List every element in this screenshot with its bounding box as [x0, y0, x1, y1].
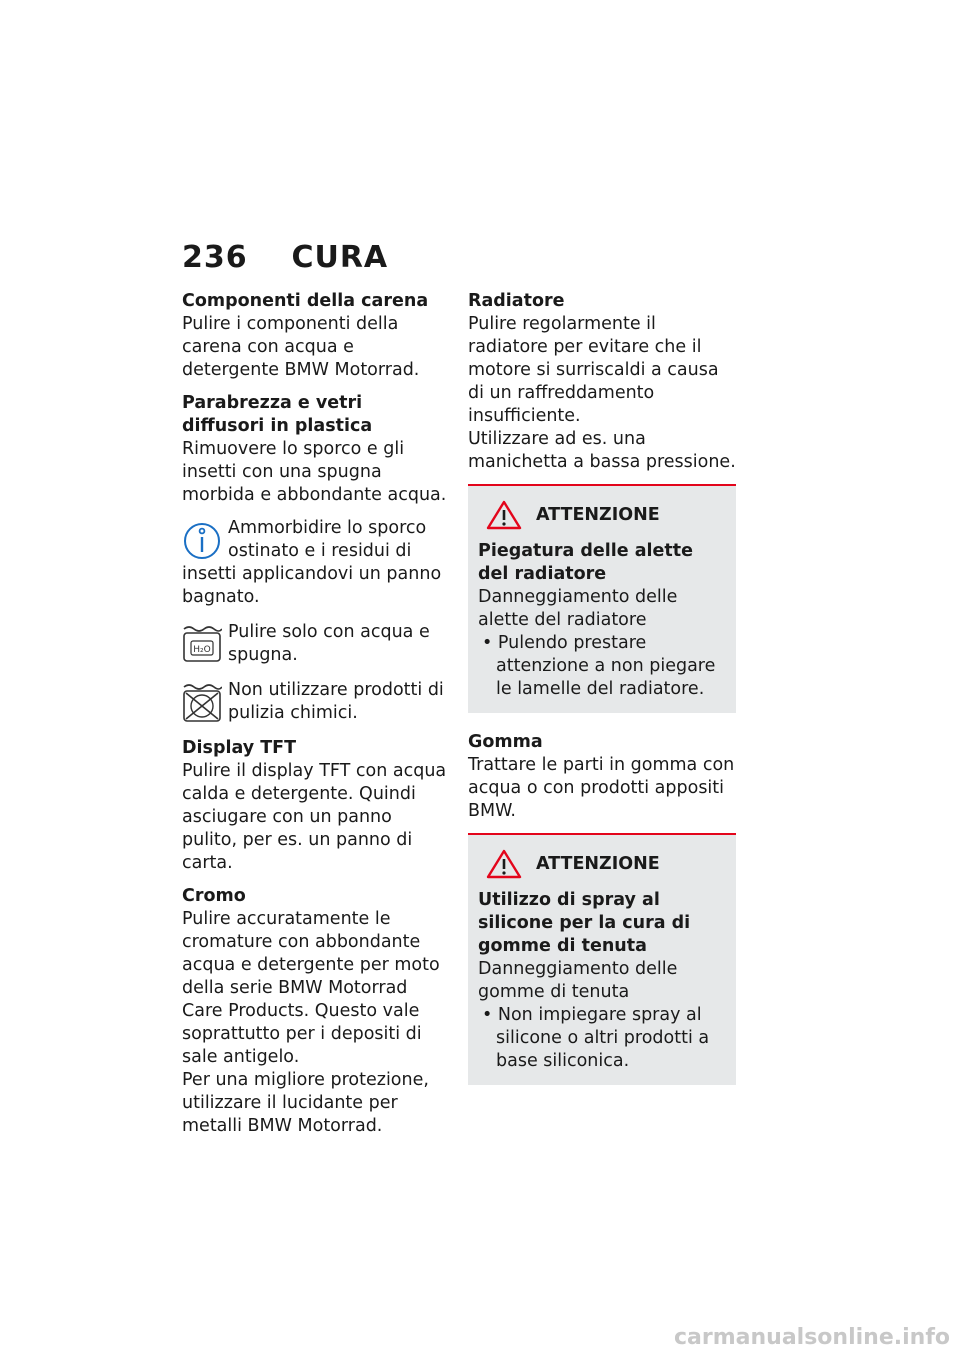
warning-bullet: • Non impiegare spray al silicone o altri prodotti a base siliconica. — [482, 1005, 710, 1071]
section-carena — [182, 290, 450, 382]
info-note — [182, 517, 450, 609]
chapter-title: CURA — [291, 240, 389, 275]
section-gomma — [468, 731, 736, 823]
warning-title: Piegatura delle alette del radiatore — [478, 541, 694, 584]
section-title: Parabrezza e vetri diffusori in plastica — [182, 393, 373, 436]
warning-title: Utilizzo di spray al silicone per la cura di gomme di tenuta — [478, 890, 691, 956]
warning-header — [478, 849, 726, 879]
section-text: Pulire accuratamente le cromature con abbondante acqua e detergente per moto della serie BMW Motorrad Care Products. Questo vale soprattutto per i depositi di sale antigelo. — [182, 909, 440, 1067]
section-text: Pulire i componenti della carena con acqua e detergente BMW Motorrad. — [182, 314, 420, 380]
note-text: Pulire solo con acqua e spugna. — [228, 622, 430, 665]
warning-box-radiatore — [468, 484, 736, 713]
note-text: Ammorbidire lo sporco ostinato e i residui di insetti applicandovi un panno bagnato. — [182, 518, 442, 607]
section-title: Componenti della carena — [182, 291, 429, 311]
svg-text:H₂O: H₂O — [193, 645, 211, 655]
section-radiatore — [468, 290, 736, 474]
water-note — [182, 621, 450, 667]
warning-icon — [486, 500, 522, 530]
section-display — [182, 737, 450, 875]
section-text: Utilizzare ad es. una manichetta a bassa pressione. — [468, 429, 736, 472]
left-column — [182, 290, 450, 1148]
section-text: Per una migliore protezione, utilizzare il lucidante per metalli BMW Motorrad. — [182, 1070, 429, 1136]
warning-text: Danneggiamento delle gomme di tenuta — [478, 959, 678, 1002]
section-text: Rimuovere lo sporco e gli insetti con una spugna morbida e abbondante acqua. — [182, 439, 447, 505]
warning-label: ATTENZIONE — [536, 504, 660, 525]
no-chemicals-icon — [182, 681, 222, 723]
section-text: Pulire regolarmente il radiatore per evitare che il motore si surriscaldi a causa di un raffreddamento insufficiente. — [468, 314, 719, 426]
page-number: 236 — [182, 240, 248, 275]
section-cromo — [182, 885, 450, 1138]
page-header — [182, 240, 388, 275]
section-text: Trattare le parti in gomma con acqua o con prodotti appositi BMW. — [468, 755, 735, 821]
section-text: Pulire il display TFT con acqua calda e detergente. Quindi asciugare con un panno pulito, per es. un panno di carta. — [182, 761, 447, 873]
section-title: Display TFT — [182, 738, 297, 758]
section-parabrezza — [182, 392, 450, 507]
no-chemicals-note — [182, 679, 450, 725]
right-column — [468, 290, 736, 1103]
info-icon — [182, 519, 222, 561]
warning-header — [478, 500, 726, 530]
section-title: Gomma — [468, 732, 543, 752]
section-title: Radiatore — [468, 291, 565, 311]
section-title: Cromo — [182, 886, 246, 906]
warning-box-gomma — [468, 833, 736, 1085]
watermark: carmanualsonline.info — [674, 1325, 950, 1350]
water-sponge-icon — [182, 623, 222, 665]
warning-label: ATTENZIONE — [536, 853, 660, 874]
warning-icon — [486, 849, 522, 879]
warning-text: Danneggiamento delle alette del radiatore — [478, 587, 678, 630]
note-text: Non utilizzare prodotti di pulizia chimici. — [228, 680, 444, 723]
warning-bullet: • Pulendo prestare attenzione a non piegare le lamelle del radiatore. — [482, 633, 716, 699]
